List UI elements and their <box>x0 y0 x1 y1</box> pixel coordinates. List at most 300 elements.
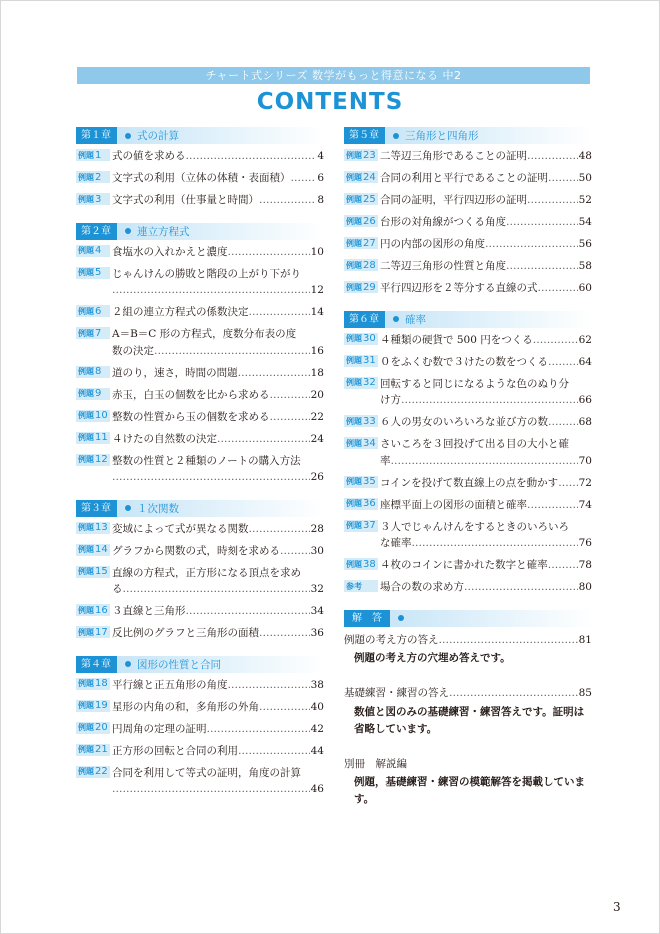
example-number: 14 <box>95 544 108 555</box>
chapter-section <box>76 500 324 642</box>
toc-entry <box>344 170 592 187</box>
toc-entry <box>76 721 324 738</box>
entry-text <box>380 280 592 297</box>
page-number: 12 <box>310 284 324 296</box>
example-tag <box>76 744 110 756</box>
example-label: 例題 <box>78 172 94 182</box>
entry-line <box>380 332 592 349</box>
toc-entry <box>76 453 324 486</box>
dot-leader <box>112 282 310 299</box>
entry-text <box>112 699 324 716</box>
dot-leader <box>533 332 578 349</box>
entry-title: 円の内部の図形の角度 <box>380 238 485 250</box>
page-number: 20 <box>310 388 324 401</box>
entry-line <box>380 280 592 297</box>
example-number: 7 <box>95 327 102 339</box>
page-number: 50 <box>578 172 592 184</box>
entry-text <box>112 409 324 426</box>
bullet-dot-icon <box>125 133 131 139</box>
page-number: 85 <box>578 687 592 699</box>
dot-leader <box>249 521 310 538</box>
example-number: 35 <box>363 476 376 487</box>
page-number: 80 <box>578 581 592 593</box>
page-number: 46 <box>310 783 324 795</box>
toc-entry <box>344 414 592 431</box>
entry-line <box>112 581 324 598</box>
dot-leader <box>548 557 578 574</box>
dot-leader <box>439 632 578 649</box>
entry-title: コインを投げて数直線上の点を動かす <box>380 476 559 489</box>
example-number: 9 <box>95 388 102 399</box>
entry-text <box>112 304 324 321</box>
entry-title: 整数の性質と２種類のノートの購入方法 <box>112 454 301 467</box>
page-number: 4 <box>317 150 324 162</box>
entry-title: ３人でじゃんけんをするときのいろいろ <box>380 520 569 533</box>
page-number: 26 <box>310 471 324 483</box>
example-number: 27 <box>363 237 376 249</box>
example-tag <box>76 566 110 578</box>
page-number: 44 <box>310 744 324 757</box>
dot-leader <box>280 543 310 560</box>
answer-title: 例題の考え方の答え <box>344 633 439 646</box>
entry-line <box>380 376 592 393</box>
chapter-title: １次関数 <box>137 502 179 515</box>
chapter-section <box>344 127 592 297</box>
example-label: 例題 <box>346 238 362 248</box>
entry-title: じゃんけんの勝敗と階段の上がり下がり <box>112 267 301 280</box>
example-label: 参考 <box>346 581 362 591</box>
dot-leader <box>259 192 316 209</box>
entry-title: グラフから関数の式，時刻を求める <box>112 544 280 557</box>
example-tag <box>344 149 378 161</box>
dot-leader <box>228 677 310 694</box>
entry-title: 平行四辺形を２等分する直線の式 <box>380 282 538 294</box>
entry-line <box>112 603 324 620</box>
example-number: 6 <box>95 305 102 317</box>
example-number: 4 <box>95 245 102 256</box>
example-tag <box>344 415 378 427</box>
example-label: 例題 <box>346 194 362 204</box>
entry-line <box>380 236 592 253</box>
page-number: 40 <box>310 700 324 713</box>
entry-line <box>112 365 324 382</box>
page-number: 14 <box>310 306 324 318</box>
example-number: 25 <box>363 193 376 205</box>
example-tag <box>76 171 110 183</box>
entry-title: 赤玉，白玉の個数を比から求める <box>112 388 270 401</box>
example-label: 例題 <box>346 521 362 530</box>
example-label: 例題 <box>346 416 362 426</box>
example-number: 21 <box>95 744 108 755</box>
example-tag <box>344 377 378 389</box>
entry-line <box>380 519 592 536</box>
example-label: 例題 <box>78 701 94 710</box>
answer-title: 別冊 解説編 <box>344 757 407 770</box>
entry-line <box>380 192 592 209</box>
example-label: 例題 <box>78 268 94 277</box>
entry-line <box>380 214 592 231</box>
page-number: 52 <box>578 194 592 206</box>
example-number: 26 <box>363 215 376 227</box>
entry-title: 式の値を求める <box>112 150 186 162</box>
entry-title: 合同を利用して等式の証明，角度の計算 <box>112 766 301 779</box>
toc-entry <box>344 436 592 469</box>
bullet-dot-icon <box>125 661 131 667</box>
toc-entry <box>76 765 324 798</box>
page-number: 22 <box>310 410 324 423</box>
example-label: 例題 <box>346 356 362 365</box>
example-tag <box>76 522 110 534</box>
dot-leader <box>527 148 578 165</box>
dot-leader <box>228 244 310 261</box>
example-number: 12 <box>95 454 108 465</box>
answers-section <box>344 610 592 809</box>
entry-title: ６人の男女のいろいろな並び方の数 <box>380 416 548 428</box>
entry-line <box>380 148 592 165</box>
dot-leader <box>548 414 578 431</box>
entry-line <box>380 557 592 574</box>
toc-entry <box>76 170 324 187</box>
example-tag <box>76 305 110 317</box>
dot-leader <box>527 497 578 514</box>
toc-entry <box>76 304 324 321</box>
example-tag <box>344 476 378 488</box>
entry-line <box>380 497 592 514</box>
chapter-heading <box>76 656 324 673</box>
entry-title: 文字式の利用（立体の体積・表面積） <box>112 172 291 184</box>
entry-title: ２組の連立方程式の係数決定 <box>112 306 249 318</box>
page-number: 56 <box>578 238 592 250</box>
example-tag <box>76 700 110 712</box>
toc-entry <box>76 603 324 620</box>
example-label: 例題 <box>346 172 362 182</box>
page-number: 16 <box>310 344 324 357</box>
example-label: 例題 <box>78 433 94 442</box>
entry-title: ３直線と三角形 <box>112 605 186 617</box>
example-number: 23 <box>363 149 376 161</box>
example-label: 例題 <box>78 389 94 398</box>
example-label: 例題 <box>78 767 94 776</box>
example-tag <box>76 193 110 205</box>
example-number: 38 <box>363 558 376 570</box>
answer-description: 例題の考え方の穴埋め答えです。 <box>354 652 511 664</box>
page-number: 8 <box>317 194 324 206</box>
dot-leader <box>154 343 310 360</box>
example-number: 3 <box>95 193 102 205</box>
example-tag <box>344 237 378 249</box>
example-number: 24 <box>363 171 376 183</box>
answers-tag: 解 答 <box>344 610 390 627</box>
example-number: 18 <box>95 678 108 689</box>
page-number: 34 <box>310 605 324 617</box>
dot-leader <box>259 625 310 642</box>
dot-leader <box>112 469 310 486</box>
chapter-title: 図形の性質と合同 <box>137 658 221 671</box>
entry-line <box>380 170 592 187</box>
chapter-heading <box>344 127 592 144</box>
toc-entry <box>76 266 324 299</box>
left-column <box>76 127 324 812</box>
entry-text <box>380 475 592 492</box>
example-tag <box>344 437 378 449</box>
toc-entry <box>344 214 592 231</box>
entry-line <box>112 170 324 187</box>
toc-entry <box>76 192 324 209</box>
example-label: 例題 <box>78 328 94 338</box>
toc-entry <box>344 579 592 596</box>
chapter-section <box>76 127 324 209</box>
dot-leader <box>249 304 310 321</box>
entry-title-continued: け方 <box>380 394 401 406</box>
dot-leader <box>270 387 310 404</box>
toc-entry <box>76 326 324 359</box>
page-number: 78 <box>578 559 592 571</box>
entry-title: 円周角の定理の証明 <box>112 722 207 735</box>
example-label: 例題 <box>346 378 362 387</box>
entry-text <box>380 519 592 552</box>
example-label: 例題 <box>78 523 94 532</box>
example-tag <box>344 259 378 271</box>
page-number: 54 <box>578 216 592 228</box>
answer-entry <box>344 756 592 773</box>
dot-leader <box>464 579 578 596</box>
entry-text <box>380 354 592 371</box>
entry-title: 平行線と正五角形の角度 <box>112 678 228 691</box>
bullet-dot-icon <box>125 228 131 234</box>
chapter-number: 第２章 <box>76 223 117 240</box>
entry-text <box>380 214 592 231</box>
example-number: 28 <box>363 259 376 271</box>
dot-leader <box>401 392 578 409</box>
example-label: 例題 <box>78 545 94 554</box>
example-tag <box>76 149 110 161</box>
dot-leader <box>485 236 578 253</box>
entry-line <box>380 354 592 371</box>
entry-title: 台形の対角線がつくる角度 <box>380 216 506 228</box>
dot-leader <box>291 170 317 187</box>
chapter-title: 確率 <box>405 313 426 326</box>
example-label: 例題 <box>78 567 94 576</box>
entry-line <box>112 326 324 343</box>
bullet-dot-icon <box>393 316 399 322</box>
entry-text <box>380 414 592 431</box>
page-number: 60 <box>578 282 592 294</box>
chapter-heading <box>76 500 324 517</box>
dot-leader <box>207 721 310 738</box>
toc-entry <box>76 431 324 448</box>
example-label: 例題 <box>346 334 362 343</box>
entry-title: さいころを３回投げて出る目の大小と確 <box>380 438 569 450</box>
entry-title: ０をふくむ数で３けたの数をつくる <box>380 355 548 368</box>
entry-text <box>380 436 592 469</box>
entry-line <box>112 565 324 582</box>
example-number: 17 <box>95 626 108 638</box>
toc-entry <box>76 244 324 261</box>
page-number: 48 <box>578 150 592 162</box>
toc-entry <box>76 521 324 538</box>
dot-leader <box>538 280 578 297</box>
entry-text <box>112 565 324 598</box>
entry-title-continued: 数の決定 <box>112 344 154 357</box>
page-number: 3 <box>613 900 621 914</box>
example-number: 11 <box>95 432 108 443</box>
chapter-number: 第４章 <box>76 656 117 673</box>
example-tag <box>344 558 378 570</box>
entry-line <box>112 387 324 404</box>
toc-entry <box>76 625 324 642</box>
entry-line <box>112 304 324 321</box>
example-tag <box>344 215 378 227</box>
entry-text <box>380 376 592 409</box>
entry-title-continued: る <box>112 583 123 595</box>
entry-line <box>112 282 324 299</box>
example-number: 34 <box>363 437 376 449</box>
example-number: 30 <box>363 333 376 344</box>
page-number: 32 <box>310 583 324 595</box>
entry-title-continued: な確率 <box>380 537 412 549</box>
entry-line <box>380 453 592 470</box>
entry-title: 文字式の利用（仕事量と時間） <box>112 194 259 206</box>
dot-leader <box>548 354 578 371</box>
entry-text <box>112 721 324 738</box>
example-label: 例題 <box>346 499 362 508</box>
bullet-dot-icon <box>398 615 404 621</box>
example-tag <box>344 355 378 367</box>
example-number: 1 <box>95 149 102 161</box>
entry-line <box>380 535 592 552</box>
entry-title: 合同の利用と平行であることの証明 <box>380 172 548 184</box>
example-tag <box>76 626 110 638</box>
entry-line <box>112 266 324 283</box>
dot-leader <box>112 781 310 798</box>
example-label: 例題 <box>78 306 94 316</box>
page-number: 38 <box>310 678 324 691</box>
answer-title: 基礎練習・練習の答え <box>344 687 449 699</box>
dot-leader <box>259 699 310 716</box>
entry-text <box>380 332 592 349</box>
chapter-number: 第１章 <box>76 127 117 144</box>
example-label: 例題 <box>346 150 362 160</box>
entry-text <box>112 266 324 299</box>
example-number: 31 <box>363 355 376 366</box>
series-banner: チャート式シリーズ 数学がもっと得意になる 中2 <box>77 67 590 84</box>
page-number: 28 <box>310 522 324 535</box>
answer-description: 数値と図のみの基礎練習・練習答えです。証明は省略しています。 <box>354 705 585 735</box>
chapter-section <box>76 656 324 798</box>
chapter-number: 第６章 <box>344 311 385 328</box>
example-label: 例題 <box>346 477 362 486</box>
example-label: 例題 <box>78 194 94 204</box>
example-tag <box>344 498 378 510</box>
entry-title: 星形の内角の和，多角形の外角 <box>112 700 259 713</box>
entry-text <box>112 326 324 359</box>
answer-description: 例題，基礎練習・練習の模範解答を掲載しています。 <box>354 776 585 805</box>
example-label: 例題 <box>78 367 94 376</box>
entry-text <box>112 677 324 694</box>
example-number: 22 <box>95 766 108 777</box>
example-number: 5 <box>95 267 102 278</box>
page-number: 81 <box>578 633 592 646</box>
entry-text <box>112 765 324 798</box>
toc-entry <box>344 557 592 574</box>
toc-entry <box>344 354 592 371</box>
entry-title: 正方形の回転と合同の利用 <box>112 744 238 757</box>
entry-title: ４枚のコインに書かれた数字と確率 <box>380 559 548 571</box>
toc-entry <box>344 236 592 253</box>
chapter-heading <box>344 311 592 328</box>
entry-title: 食塩水の入れかえと濃度 <box>112 245 228 258</box>
example-label: 例題 <box>78 627 94 637</box>
entry-title: 回転すると同じになるような色のぬり分 <box>380 377 569 390</box>
entry-line <box>112 781 324 798</box>
example-label: 例題 <box>78 605 94 615</box>
toc-entry <box>344 280 592 297</box>
right-column <box>344 127 592 826</box>
page-number: 72 <box>578 476 592 489</box>
entry-text <box>112 192 324 209</box>
dot-leader <box>217 431 310 448</box>
example-number: 15 <box>95 566 108 577</box>
entry-text <box>380 192 592 209</box>
dot-leader <box>449 685 578 702</box>
example-tag <box>344 193 378 205</box>
example-tag <box>76 454 110 466</box>
entry-text <box>112 244 324 261</box>
example-label: 例題 <box>78 455 94 464</box>
entry-title-continued: 率 <box>380 454 391 467</box>
chapter-title: 式の計算 <box>137 130 179 142</box>
entry-text <box>112 170 324 187</box>
example-label: 例題 <box>346 260 362 270</box>
example-tag <box>344 580 378 592</box>
chapter-section <box>76 223 324 486</box>
entry-line <box>112 743 324 760</box>
chapter-number: 第５章 <box>344 127 385 144</box>
example-tag <box>76 245 110 257</box>
entry-title: 二等辺三角形の性質と角度 <box>380 260 506 272</box>
entry-text <box>380 557 592 574</box>
dot-leader <box>558 475 577 492</box>
entry-title: 合同の証明，平行四辺形の証明 <box>380 194 527 206</box>
example-number: 16 <box>95 604 108 616</box>
example-label: 例題 <box>78 679 94 688</box>
example-tag <box>344 171 378 183</box>
example-number: 2 <box>95 171 102 183</box>
chapter-title: 連立方程式 <box>137 225 190 238</box>
page-number: 68 <box>578 416 592 428</box>
entry-line <box>380 436 592 453</box>
answer-entry <box>344 685 592 702</box>
example-number: 32 <box>363 377 376 388</box>
example-tag <box>344 281 378 293</box>
entry-line <box>112 699 324 716</box>
dot-leader <box>506 214 578 231</box>
entry-text <box>112 625 324 642</box>
example-tag <box>76 327 110 339</box>
page-number: 10 <box>310 245 324 258</box>
dot-leader <box>506 258 578 275</box>
dot-leader <box>186 603 310 620</box>
toc-entry <box>76 743 324 760</box>
entry-line <box>112 469 324 486</box>
chapter-title: 三角形と四角形 <box>405 130 479 142</box>
page-number: 76 <box>578 537 592 549</box>
bullet-dot-icon <box>125 505 131 511</box>
entry-line <box>380 579 592 596</box>
example-tag <box>76 678 110 690</box>
contents-title: CONTENTS <box>256 89 404 115</box>
entry-line <box>380 475 592 492</box>
